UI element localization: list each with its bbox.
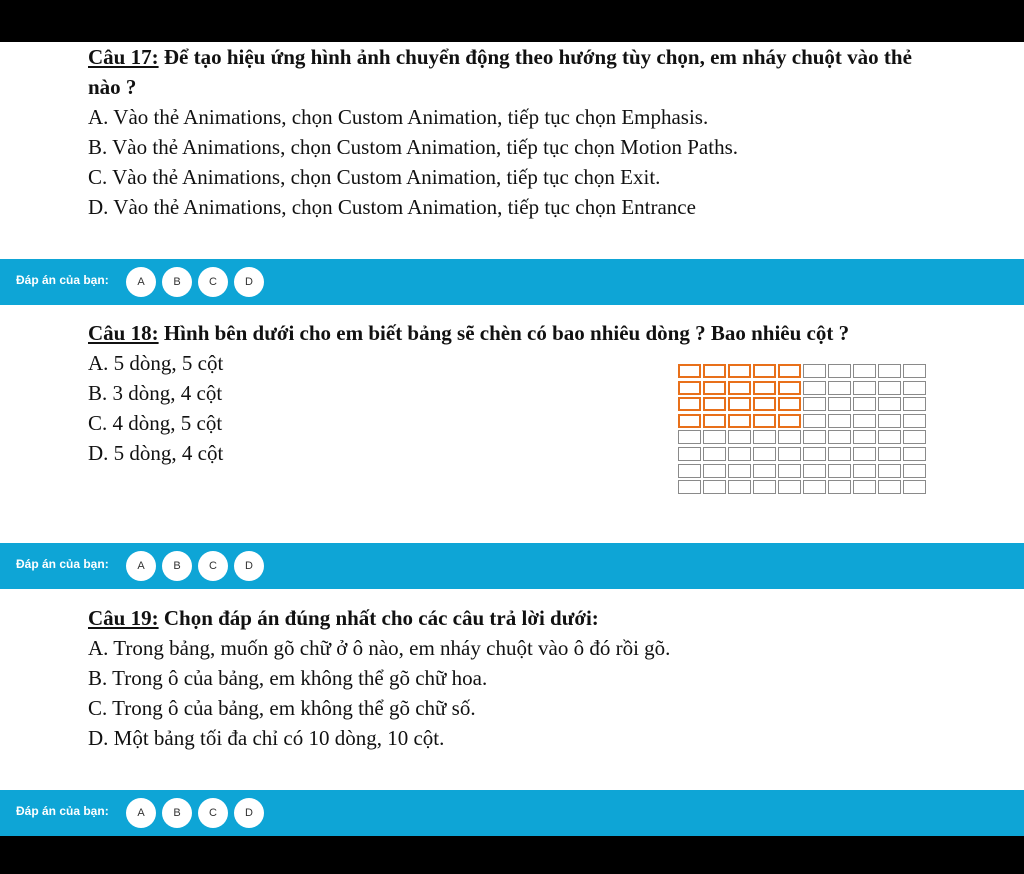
- option-c: C. 4 dòng, 5 cột: [88, 411, 223, 435]
- table-cell: [803, 414, 826, 428]
- option-b: B. Trong ô của bảng, em không thể gõ chữ hoa.: [88, 666, 488, 690]
- table-cell: [878, 381, 901, 395]
- table-cell: [803, 447, 826, 461]
- table-cell-selected: [753, 397, 776, 411]
- question-19-panel: [0, 589, 1024, 790]
- table-cell-selected: [678, 364, 701, 378]
- option-a: A. 5 dòng, 5 cột: [88, 351, 224, 375]
- question-number: Câu 18:: [88, 321, 159, 345]
- table-cell: [878, 464, 901, 478]
- choice-d-button[interactable]: D: [234, 267, 264, 297]
- table-cell-selected: [753, 381, 776, 395]
- table-cell: [803, 397, 826, 411]
- table-cell: [903, 381, 926, 395]
- question-19: [88, 603, 934, 753]
- table-cell: [878, 397, 901, 411]
- table-cell: [703, 430, 726, 444]
- table-cell: [803, 381, 826, 395]
- question-19-title: [88, 603, 934, 633]
- table-cell: [853, 381, 876, 395]
- answer-choices: [126, 798, 264, 828]
- table-cell: [853, 464, 876, 478]
- table-cell: [903, 480, 926, 494]
- question-17-panel: [0, 42, 1024, 259]
- question-text: Để tạo hiệu ứng hình ảnh chuyển động theo hướng tùy chọn, em nháy chuột vào thẻ nào ?: [88, 45, 912, 99]
- answer-choices: [126, 551, 264, 581]
- table-cell: [803, 480, 826, 494]
- table-cell: [778, 480, 801, 494]
- table-cell: [878, 430, 901, 444]
- table-cell: [753, 464, 776, 478]
- table-cell: [703, 447, 726, 461]
- table-cell: [903, 447, 926, 461]
- table-cell: [803, 464, 826, 478]
- option-d: D. Một bảng tối đa chỉ có 10 dòng, 10 cột.: [88, 726, 445, 750]
- table-cell: [803, 430, 826, 444]
- choice-a-button[interactable]: A: [126, 267, 156, 297]
- table-cell-selected: [728, 364, 751, 378]
- table-cell: [753, 480, 776, 494]
- table-cell: [853, 430, 876, 444]
- table-cell-selected: [753, 414, 776, 428]
- table-cell-selected: [728, 414, 751, 428]
- table-cell: [728, 447, 751, 461]
- table-size-picker-image: [678, 364, 926, 494]
- table-cell: [678, 464, 701, 478]
- table-cell: [903, 397, 926, 411]
- option-d: D. Vào thẻ Animations, chọn Custom Animation, tiếp tục chọn Entrance: [88, 195, 696, 219]
- table-cell: [853, 414, 876, 428]
- table-cell-selected: [678, 397, 701, 411]
- answer-bar-18: [0, 543, 1024, 589]
- option-d: D. 5 dòng, 4 cột: [88, 441, 224, 465]
- table-cell-selected: [703, 414, 726, 428]
- answer-bar-19: [0, 790, 1024, 836]
- table-cell: [753, 447, 776, 461]
- top-black-bar: [0, 0, 1024, 42]
- answer-label: Đáp án của bạn:: [16, 557, 109, 571]
- table-cell: [903, 414, 926, 428]
- table-cell-selected: [778, 414, 801, 428]
- question-text: Hình bên dưới cho em biết bảng sẽ chèn có bao nhiêu dòng ? Bao nhiêu cột ?: [163, 321, 850, 345]
- table-cell: [903, 430, 926, 444]
- table-cell: [778, 447, 801, 461]
- table-cell-selected: [778, 381, 801, 395]
- table-cell: [828, 480, 851, 494]
- question-17-title: [88, 42, 934, 102]
- choice-d-button[interactable]: D: [234, 798, 264, 828]
- table-cell: [878, 480, 901, 494]
- option-a: A. Vào thẻ Animations, chọn Custom Animation, tiếp tục chọn Emphasis.: [88, 105, 709, 129]
- table-cell: [803, 364, 826, 378]
- table-cell: [878, 414, 901, 428]
- question-17: [88, 42, 934, 222]
- answer-label: Đáp án của bạn:: [16, 804, 109, 818]
- table-cell-selected: [703, 397, 726, 411]
- table-cell-selected: [728, 381, 751, 395]
- choice-c-button[interactable]: C: [198, 798, 228, 828]
- table-cell: [828, 464, 851, 478]
- table-cell: [828, 397, 851, 411]
- question-number: Câu 17:: [88, 45, 159, 69]
- choice-a-button[interactable]: A: [126, 551, 156, 581]
- table-cell: [753, 430, 776, 444]
- table-cell: [828, 381, 851, 395]
- answer-choices: [126, 267, 264, 297]
- table-cell: [828, 364, 851, 378]
- table-cell-selected: [703, 381, 726, 395]
- table-cell: [828, 414, 851, 428]
- table-cell-selected: [678, 414, 701, 428]
- option-b: B. 3 dòng, 4 cột: [88, 381, 223, 405]
- table-cell: [853, 447, 876, 461]
- choice-d-button[interactable]: D: [234, 551, 264, 581]
- table-cell: [903, 364, 926, 378]
- table-cell: [728, 480, 751, 494]
- table-cell: [828, 447, 851, 461]
- option-b: B. Vào thẻ Animations, chọn Custom Animation, tiếp tục chọn Motion Paths.: [88, 135, 739, 159]
- table-cell: [853, 480, 876, 494]
- bottom-black-bar: [0, 836, 1024, 874]
- answer-bar-17: [0, 259, 1024, 305]
- table-cell: [878, 364, 901, 378]
- choice-b-button[interactable]: B: [162, 267, 192, 297]
- table-cell-selected: [778, 397, 801, 411]
- table-cell: [728, 430, 751, 444]
- table-cell-selected: [728, 397, 751, 411]
- choice-a-button[interactable]: A: [126, 798, 156, 828]
- table-cell: [678, 430, 701, 444]
- option-a: A. Trong bảng, muốn gõ chữ ở ô nào, em nháy chuột vào ô đó rồi gõ.: [88, 636, 671, 660]
- table-cell: [853, 397, 876, 411]
- table-cell: [828, 430, 851, 444]
- table-cell: [778, 464, 801, 478]
- table-cell: [703, 464, 726, 478]
- table-cell-selected: [778, 364, 801, 378]
- option-c: C. Trong ô của bảng, em không thể gõ chữ số.: [88, 696, 476, 720]
- question-18-title: [88, 318, 934, 348]
- answer-label: Đáp án của bạn:: [16, 273, 109, 287]
- choice-b-button[interactable]: B: [162, 798, 192, 828]
- table-cell-selected: [678, 381, 701, 395]
- table-cell: [678, 480, 701, 494]
- choice-c-button[interactable]: C: [198, 551, 228, 581]
- table-cell: [678, 447, 701, 461]
- table-cell: [903, 464, 926, 478]
- table-cell: [728, 464, 751, 478]
- table-cell: [778, 430, 801, 444]
- question-text: Chọn đáp án đúng nhất cho các câu trả lời dưới:: [163, 606, 599, 630]
- choice-c-button[interactable]: C: [198, 267, 228, 297]
- table-cell: [703, 480, 726, 494]
- table-cell-selected: [703, 364, 726, 378]
- choice-b-button[interactable]: B: [162, 551, 192, 581]
- table-cell: [853, 364, 876, 378]
- question-number: Câu 19:: [88, 606, 159, 630]
- table-cell-selected: [753, 364, 776, 378]
- table-cell: [878, 447, 901, 461]
- option-c: C. Vào thẻ Animations, chọn Custom Animation, tiếp tục chọn Exit.: [88, 165, 661, 189]
